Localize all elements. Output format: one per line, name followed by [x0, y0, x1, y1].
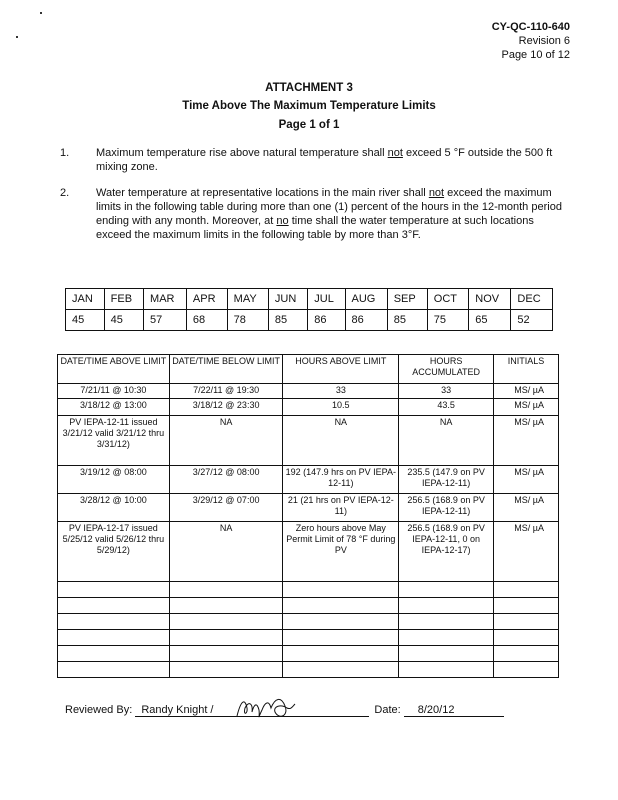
requirement-item-1 — [60, 146, 580, 176]
month-cell: NOV — [469, 289, 511, 310]
table-cell: NA — [169, 522, 283, 582]
table-cell: 33 — [283, 384, 399, 399]
empty-cell — [494, 582, 559, 598]
empty-cell — [169, 646, 283, 662]
column-header: HOURS ACCUMULATED — [399, 355, 494, 384]
table-row — [58, 466, 559, 494]
month-cell: JUN — [268, 289, 307, 310]
table-cell: 192 (147.9 hrs on PV IEPA-12-11) — [283, 466, 399, 494]
page-subtitle: Page 1 of 1 — [278, 119, 340, 131]
empty-cell — [169, 630, 283, 646]
empty-cell — [399, 614, 494, 630]
month-cell: MAR — [144, 289, 187, 310]
limit-cell: 68 — [186, 310, 227, 331]
empty-cell — [283, 582, 399, 598]
table-row — [58, 384, 559, 399]
table-cell: 256.5 (168.9 on PV IEPA-12-11) — [399, 494, 494, 522]
reviewed-by-label: Reviewed By: — [65, 704, 133, 716]
table-cell: 7/22/11 @ 19:30 — [169, 384, 283, 399]
limit-cell: 78 — [227, 310, 268, 331]
table-row — [58, 399, 559, 416]
column-header: INITIALS — [494, 355, 559, 384]
table-cell: PV IEPA-12-17 issued 5/25/12 valid 5/26/12 thru 5/29/12) — [58, 522, 170, 582]
table-cell: 43.5 — [399, 399, 494, 416]
month-cell: JAN — [66, 289, 105, 310]
empty-cell — [494, 598, 559, 614]
doc-id: CY-QC-110-640 — [491, 21, 570, 33]
review-signature-line — [65, 704, 504, 717]
empty-cell — [58, 646, 170, 662]
initials-cell: MS/ µA — [494, 466, 559, 494]
table-cell: NA — [283, 416, 399, 466]
exceedance-log-table — [57, 354, 559, 678]
reviewer-field — [135, 704, 369, 717]
empty-cell — [169, 598, 283, 614]
table-cell: 3/27/12 @ 08:00 — [169, 466, 283, 494]
empty-row — [58, 662, 559, 678]
table-cell: Zero hours above May Permit Limit of 78 °F during PV — [283, 522, 399, 582]
empty-cell — [494, 630, 559, 646]
empty-cell — [58, 598, 170, 614]
limit-cell: 57 — [144, 310, 187, 331]
requirement-item-2 — [60, 186, 580, 258]
month-cell: SEP — [387, 289, 427, 310]
column-header: DATE/TIME BELOW LIMIT — [169, 355, 283, 384]
empty-cell — [169, 662, 283, 678]
empty-cell — [58, 582, 170, 598]
empty-cell — [58, 614, 170, 630]
table-header-row — [58, 355, 559, 384]
table-cell: NA — [169, 416, 283, 466]
month-cell: JUL — [308, 289, 345, 310]
empty-cell — [283, 646, 399, 662]
table-cell: 3/28/12 @ 10:00 — [58, 494, 170, 522]
date-field — [404, 704, 504, 717]
empty-cell — [58, 662, 170, 678]
item-number: 1. — [60, 147, 70, 159]
limit-row — [66, 310, 553, 331]
limit-cell: 65 — [469, 310, 511, 331]
empty-row — [58, 630, 559, 646]
date-label: Date: — [374, 704, 401, 716]
limit-cell: 85 — [268, 310, 307, 331]
empty-cell — [494, 662, 559, 678]
empty-row — [58, 598, 559, 614]
limit-cell: 75 — [427, 310, 468, 331]
limit-cell: 85 — [387, 310, 427, 331]
signature-scribble-icon — [235, 694, 297, 722]
month-cell: OCT — [427, 289, 468, 310]
limit-cell: 86 — [308, 310, 345, 331]
empty-cell — [494, 646, 559, 662]
table-cell: 21 (21 hrs on PV IEPA-12-11) — [283, 494, 399, 522]
empty-cell — [399, 582, 494, 598]
month-row — [66, 289, 553, 310]
table-cell: 3/29/12 @ 07:00 — [169, 494, 283, 522]
empty-cell — [399, 662, 494, 678]
empty-cell — [494, 614, 559, 630]
reviewer-name: Randy Knight / — [141, 704, 214, 716]
item-number: 2. — [60, 187, 70, 199]
scan-speck — [16, 36, 18, 38]
empty-cell — [399, 598, 494, 614]
table-cell: 10.5 — [283, 399, 399, 416]
table-row — [58, 494, 559, 522]
month-cell: MAY — [227, 289, 268, 310]
month-cell: APR — [186, 289, 227, 310]
table-row — [58, 522, 559, 582]
page-title: Time Above The Maximum Temperature Limits — [182, 100, 436, 112]
table-cell: 33 — [399, 384, 494, 399]
month-cell: DEC — [511, 289, 553, 310]
monthly-limit-table — [65, 288, 553, 331]
month-cell: FEB — [104, 289, 143, 310]
initials-cell: MS/ µA — [494, 522, 559, 582]
empty-cell — [399, 630, 494, 646]
initials-cell: MS/ µA — [494, 384, 559, 399]
item-text: Water temperature at representative locations in the main river shall not exceed the maximum limits in the following table during more than one (1) percent of the hours in the 12-month period ending with any month. Moreover, at no time shall the water temperature at such locations exceed the maximum limits in the following table by more than 3°F. — [96, 187, 562, 241]
empty-row — [58, 646, 559, 662]
empty-row — [58, 614, 559, 630]
empty-cell — [169, 582, 283, 598]
initials-cell: MS/ µA — [494, 399, 559, 416]
limit-cell: 45 — [66, 310, 105, 331]
initials-cell: MS/ µA — [494, 416, 559, 466]
empty-cell — [283, 614, 399, 630]
limit-cell: 86 — [345, 310, 387, 331]
column-header: HOURS ABOVE LIMIT — [283, 355, 399, 384]
table-cell: 3/19/12 @ 08:00 — [58, 466, 170, 494]
empty-cell — [283, 662, 399, 678]
limit-cell: 52 — [511, 310, 553, 331]
table-cell: 7/21/11 @ 10:30 — [58, 384, 170, 399]
table-cell: NA — [399, 416, 494, 466]
item-text: Maximum temperature rise above natural temperature shall not exceed 5 °F outside the 500 ft mixing zone. — [96, 147, 553, 173]
empty-cell — [169, 614, 283, 630]
column-header: DATE/TIME ABOVE LIMIT — [58, 355, 170, 384]
table-row — [58, 416, 559, 466]
empty-cell — [399, 646, 494, 662]
document-header — [492, 20, 570, 62]
table-cell: 256.5 (168.9 on PV IEPA-12-11, 0 on IEPA-12-17) — [399, 522, 494, 582]
table-cell: 3/18/12 @ 23:30 — [169, 399, 283, 416]
page-number: Page 10 of 12 — [501, 49, 570, 61]
empty-row — [58, 582, 559, 598]
initials-cell: MS/ µA — [494, 494, 559, 522]
scan-speck — [40, 12, 42, 14]
table-cell: 3/18/12 @ 13:00 — [58, 399, 170, 416]
empty-cell — [58, 630, 170, 646]
limit-cell: 45 — [104, 310, 143, 331]
revision: Revision 6 — [518, 35, 570, 47]
table-cell: PV IEPA-12-11 issued 3/21/12 valid 3/21/12 thru 3/31/12) — [58, 416, 170, 466]
table-cell: 235.5 (147.9 on PV IEPA-12-11) — [399, 466, 494, 494]
empty-cell — [283, 598, 399, 614]
empty-cell — [283, 630, 399, 646]
review-date: 8/20/12 — [417, 704, 455, 716]
attachment-title: ATTACHMENT 3 — [265, 82, 353, 94]
month-cell: AUG — [345, 289, 387, 310]
